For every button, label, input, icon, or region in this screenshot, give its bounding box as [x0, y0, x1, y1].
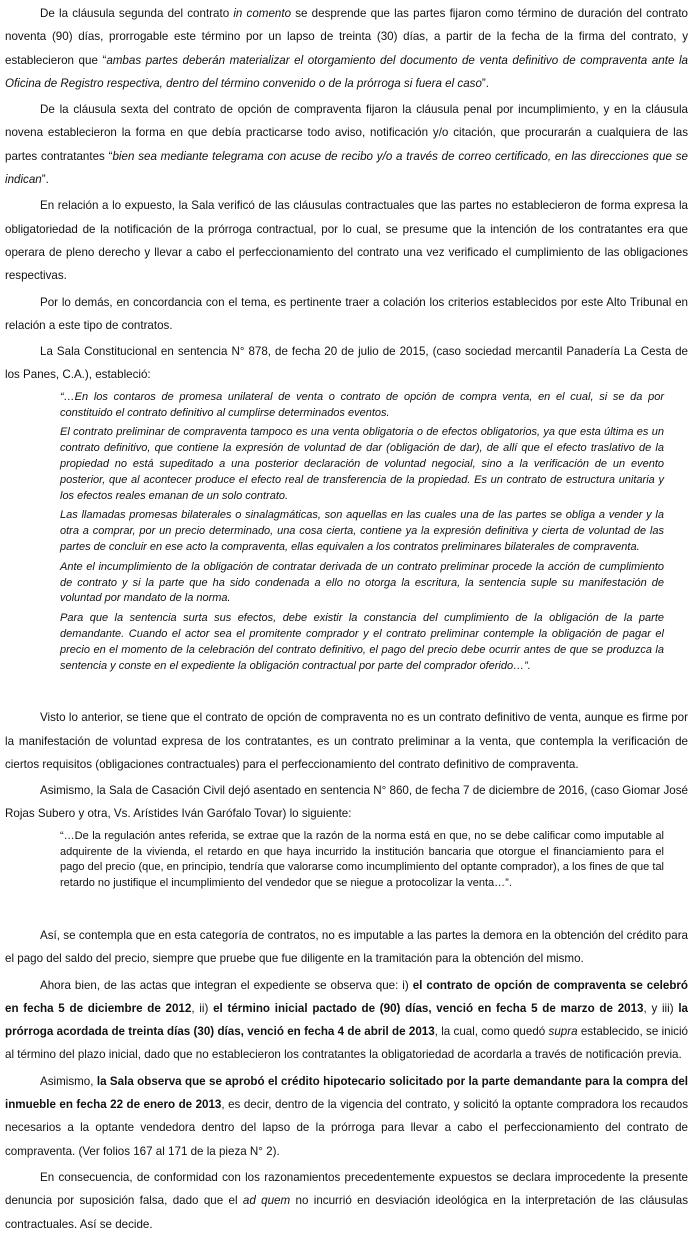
text-run: Asimismo, — [40, 1074, 97, 1088]
text-run: , ii) — [191, 1001, 214, 1015]
paragraph-contract-duration — [5, 2, 688, 95]
text-run: Ahora bien, de las actas que integran el expediente se observa que: i) — [40, 978, 413, 992]
quote-paragraph: El contrato preliminar de compraventa tampoco es una venta obligatoria o de efectos obligatorios, ya que esta última es un contrato definitivo, que contiene la expresión de voluntad de dar (obligación de dar), de allí que el efecto traslativo de la propiedad no está supeditado a una posterior declaración de voluntad negocial, sino a la verificación de un evento posterior, que al acontecer produce el efecto real de transferencia de la propiedad. Es un contrato de estructura unitaria y los efectos reales emanan de un solo contrato. — [60, 426, 664, 502]
paragraph-case-facts — [5, 974, 688, 1067]
document-body — [5, 2, 688, 1239]
paragraph-credit-delay: Así, se contempla que en esta categoría de contratos, no es imputable a las partes la demora en la obtención del crédito para el pago del saldo del precio, siempre que pruebe que fue diligente en la tramitación para la obtención del mismo. — [5, 928, 688, 966]
paragraph-civil-cassation: Asimismo, la Sala de Casación Civil dejó asentado en sentencia N° 860, de fecha 7 de diciembre de 2016, (caso Giomar José Rojas Subero y otra, Vs. Arístides Iván Garófalo Tovar) lo siguiente: — [5, 784, 688, 821]
section-spacer — [5, 898, 688, 924]
bold-fact: la prórroga acordada de treinta días (30) días, venció en fecha 4 de abril de 2013 — [5, 1001, 688, 1039]
paragraph-preliminary-contract: Visto lo anterior, se tiene que el contrato de opción de compraventa no es un contrato definitivo de venta, aunque es firme por la manifestación de voluntad expresa de los contratantes, es un contrato preliminar a la venta, que contempla la verificación de ciertos requisitos (obligaciones contractuales) para el perfeccionamiento del contrato definitivo de compraventa. — [5, 711, 688, 771]
bold-fact: el término inicial pactado de (90) días, venció en fecha 5 de marzo de 2013 — [213, 1001, 644, 1015]
text-run: De la cláusula sexta del contrato de opción de compraventa fijaron la cláusula penal por incumplimiento, y en la cláusula novena establecieron la forma en que debía practicarse todo aviso, notificación y/o citación, que procurarán a cualquiera de las partes contratantes “ — [5, 103, 688, 163]
quote-civil-cassation: “…De la regulación antes referida, se extrae que la razón de la norma está en que, no se debe calificar como imputable al adquirente de la vivienda, el retardo en que haya incurrido la institución bancaria que otorgue el financiamiento para el pago del precio (que, en principio, tendría que valorarse como incumplimiento del optante comprador), a los fines de que tal retardo no justifique el incumplimiento del vendedor que se niegue a protocolizar la venta…”. — [60, 829, 664, 890]
quote-paragraph: Las llamadas promesas bilaterales o sinalagmáticas, son aquellas en las cuales una de las partes se obliga a vender y la otra a comprar, por un precio determinado, una cosa cierta, contiene ya la expresión definitiva y cierta de voluntad de las partes de concluir en ese acto la compraventa, ellas equivalen a los contratos preliminares bilaterales de compraventa. — [60, 509, 664, 553]
paragraph-mortgage-credit — [5, 1070, 688, 1163]
text-run: En consecuencia, de conformidad con los razonamientos precedentemente expuestos se declara improcedente la presente denuncia por suposición falsa, dado que el — [5, 1170, 688, 1208]
quote-paragraph: “…En los contaros de promesa unilateral de venta o contrato de opción de compra venta, en el cual, si se da por constituido el contrato definitivo al cumplirse determinados eventos. — [60, 390, 664, 419]
paragraph-sala-verification: En relación a lo expuesto, la Sala verificó de las cláusulas contractuales que las partes no establecieron de forma expresa la obligatoriedad de la notificación de la prórroga contractual, por lo cual, se presume que la intención de los contratantes era que operara de pleno derecho y llevar a cabo el perfeccionamiento del contrato una vez verificado el cumplimiento de las obligaciones respectivas. — [5, 199, 688, 283]
quoted-clause: ambas partes deberán materializar el otorgamiento del documento de venta definitivo de compraventa ante la Oficina de Registro respectiva, dentro del término convenido o de la prórroga si fuera el caso — [5, 53, 688, 90]
text-run: ”. — [481, 76, 489, 90]
italic-term: ad quem — [242, 1194, 291, 1208]
paragraph-criteria-intro: Por lo demás, en concordancia con el tema, es pertinente traer a colación los criterios establecidos por este Alto Tribunal en relación a este tipo de contratos. — [5, 295, 688, 332]
text-run: ”. — [41, 173, 49, 187]
text-run: , es decir, dentro de la vigencia del contrato, y solicitó la optante compradora los recaudos necesarios a la optante vendedora dentro del lapso de la prórroga para llevar a cabo el perfeccionamiento del contrato de compraventa. (Ver folios 167 al 171 de la pieza N° 2). — [5, 1098, 688, 1158]
text-run: , la cual, como quedó — [434, 1025, 549, 1039]
quoted-clause: bien sea mediante telegrama con acuse de recibo y/o a través de correo certificado, en las direcciones que se indican — [5, 149, 688, 187]
section-spacer — [5, 678, 688, 706]
italic-term: supra — [548, 1025, 578, 1039]
quote-paragraph: Ante el incumplimiento de la obligación de contratar derivada de un contrato preliminar procede la acción de cumplimiento de contrato y si la parte que ha sido condenada a ello no otorga la escritura, la sentencia suple su manifestación de voluntad por mandato de la norma. — [60, 560, 664, 605]
text-run: no incurrió en desviación ideológica en la interpretación de las cláusulas contractuales. Así se decide. — [5, 1194, 688, 1231]
italic-term: in comento — [233, 7, 292, 20]
text-run: se desprende que las partes fijaron como término de duración del contrato noventa (90) días, prorrogable este término por un lapso de treinta (30) días, a partir de la fecha de la firma del contrato, y establecieron que “ — [5, 7, 688, 67]
text-run: , y iii) — [643, 1001, 679, 1015]
text-run: De la cláusula segunda del contrato — [40, 7, 234, 20]
bold-fact: el contrato de opción de compraventa se celebró en fecha 5 de diciembre de 2012 — [5, 978, 688, 1015]
paragraph-penal-clause — [5, 98, 688, 191]
paragraph-constitutional-ruling: La Sala Constitucional en sentencia N° 878, de fecha 20 de julio de 2015, (caso sociedad mercantil Panadería La Cesta de los Panes, C.A.), estableció: — [5, 345, 688, 382]
paragraph-conclusion — [5, 1166, 688, 1236]
text-run: establecido, se inició al término del plazo inicial, dado que no establecieron los contratantes la obligatoriedad de acordarla a través de notificación previa. — [5, 1025, 689, 1062]
bold-fact: la Sala observa que se aprobó el crédito hipotecario solicitado por la parte demandante para la compra del inmueble en fecha 22 de enero de 2013 — [5, 1074, 688, 1112]
quote-paragraph: Para que la sentencia surta sus efectos, debe existir la constancia del cumplimiento de la obligación de la parte demandante. Cuando el actor sea el promitente comprador y el contrato preliminar contemple la obligación de pagar el precio en el momento de la celebración del contrato definitivo, el pago del precio debe ocurrir antes de que se produzca la sentencia y conste en el expediente la obligación contractual por parte del comprador oferido…”. — [60, 612, 664, 672]
